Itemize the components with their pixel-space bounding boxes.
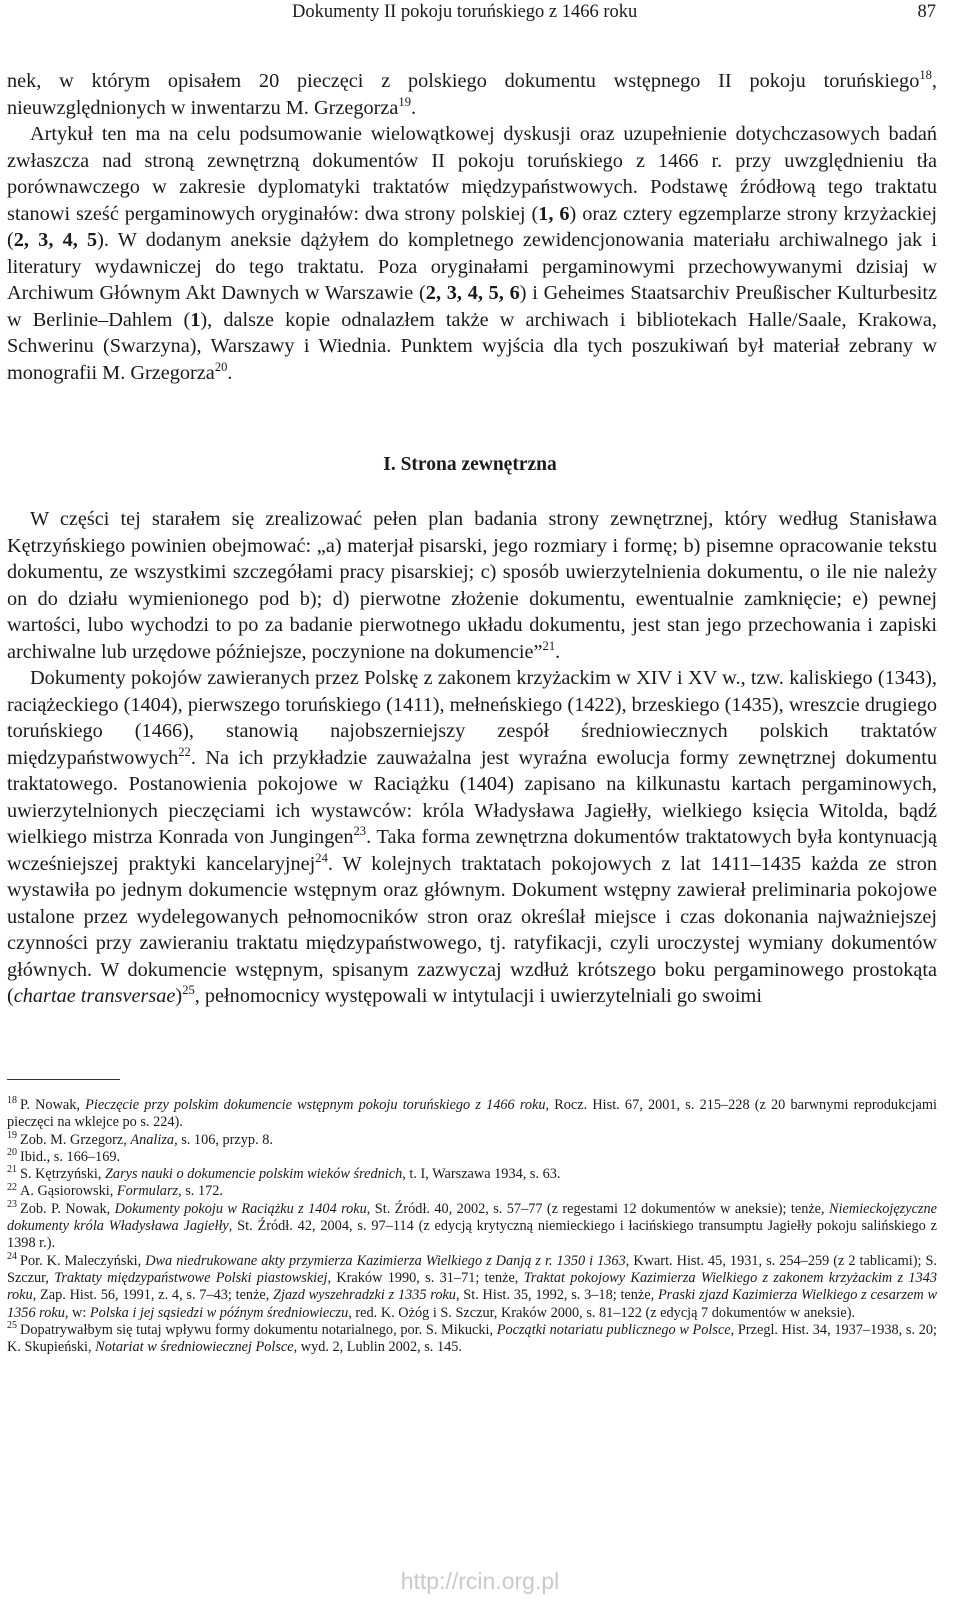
footnote-ref[interactable]: 25 <box>182 983 195 998</box>
section-text <box>7 506 937 1010</box>
footnote: $^{21}$ S. Kętrzyński, Zarys nauki o dokumencie polskim wieków średnich, t. I, Warszawa 1934, s. 63. <box>7 1164 561 1183</box>
footnote-ref[interactable]: 20 <box>214 359 228 374</box>
footnote-ref[interactable]: 23 <box>353 824 367 839</box>
section-heading: I. Strona zewnętrzna <box>383 454 557 475</box>
footnotes <box>7 1097 937 1356</box>
document-ref: 1 <box>190 308 201 331</box>
footnote: $^{25}$ Dopatrywałbym się tutaj wpływu formy dokumentu notarialnego, por. S. Mikucki, Początki notariatu publicznego w Polsce, Przegl. Hist. 34, 1937–1938, s. 20; K. Skupieński, Notariat w średniowiecznej Polsce, wyd. 2, Lublin 2002, s. 145. <box>7 1320 937 1356</box>
footnote-ref[interactable]: 22 <box>178 744 191 759</box>
document-ref: 2, 3, 4, 5 <box>13 229 98 251</box>
footnote: $^{23}$ Zob. P. Nowak, Dokumenty pokoju w Raciążku z 1404 roku, St. Źródł. 40, 2002, s. 57–77 (z regestami 12 dokumentów w aneksie); tenże, Niemieckojęzyczne dokumenty króla Władysława Jagiełły, St. Źródł. 42, 2004, s. 97–114 (z edycją krytyczną niemieckiego i łacińskiego transumptu Jagiełły pokoju salińskiego z 1398 r.). <box>7 1199 937 1252</box>
footnote: $^{24}$ Por. K. Maleczyński, Dwa niedrukowane akty przymierza Kazimierza Wielkiego z Danją z r. 1350 i 1363, Kwart. Hist. 45, 1931, s. 254–259 (z 2 tablicami); S. Szczur, Traktaty międzypaństwowe Polski piastowskiej, Kraków 1990, s. 31–71; tenże, Traktat pokojowy Kazimierza Wielkiego z zakonem krzyżackim z 1343 roku, Zap. Hist. 56, 1991, z. 4, s. 7–43; tenże, Zjazd wyszehradzki z 1335 roku, St. Hist. 35, 1992, s. 3–18; tenże, Praski zjazd Kazimierza Wielkiego z cesarzem w 1356 roku, w: Polska i jej sąsiedzi w późnym średniowieczu, red. K. Ożóg i S. Szczur, Kraków 2000, s. 81–122 (z edycją 7 dokumentów w aneksie). <box>7 1250 938 1321</box>
paragraph: Dokumenty pokojów zawieranych przez Polskę z zakonem krzyżackim w XIV i XV w., tzw. kaliskiego (1343), raciążeckiego (1404), pierwszego toruńskiego (1411), mełneńskiego (1422), brzeskiego (1435), wreszcie drugiego toruńskiego (1466), stanowią najobszerniejszy zespół średniowiecznych polskich traktatów międzypaństwowych$^{22}$. Na ich przykładzie zauważalna jest wyraźna ewolucja formy zewnętrznej dokumentu traktatowego. Postanowienia pokojowe w Raciążku (1404) zapisano na kilkunastu kartach pergaminowych, uwierzytelnionych pieczęciami ich wystawców: króla Władysława Jagiełły, wielkiego księcia Witolda, bądź wielkiego mistrza Konrada von Jungingen$^{23}$. Taka forma zewnętrzna dokumentów traktatowych była kontynuacją wcześniejszej praktyki kancelaryjnej$^{24}$. W kolejnych traktatach pokojowych z lat 1411–1435 każda ze stron wystawiła po jednym dokumencie wstępnym oraz głównym. Dokument wstępny zawierał preliminaria pokojowe ustalone przez wydelegowanych pełnomocników stron oraz określał miejsce i czas dokonania najważniejszej czynności przy zawieraniu traktatu międzypaństwowego, tj. ratyfikacji, czyli uroczystej wymiany dokumentów głównych. W dokumencie wstępnym, spisanym zazwyczaj wzdłuż krótszego boku pergaminowego prostokąta (chartae transversae)$^{25}$, pełnomocnicy występowali w intytulacji i uwierzytelniali go swoimi <box>7 667 938 1007</box>
document-ref: 2, 3, 4, 5, 6 <box>425 282 520 304</box>
watermark-url: http://rcin.org.pl <box>400 1568 560 1594</box>
footnote-ref[interactable]: 18 <box>919 68 932 83</box>
paragraph: nek, w którym opisałem 20 pieczęci z polskiego dokumentu wstępnego II pokoju toruńskiego$^{18}$, nieuwzględnionych w inwentarzu M. Grzegorza$^{19}$. <box>7 68 937 119</box>
document-ref: 1, 6 <box>538 202 570 225</box>
footnote: $^{19}$ Zob. M. Grzegorz, Analiza, s. 106, przyp. 8. <box>7 1129 273 1148</box>
page-number: 87 <box>917 2 936 22</box>
running-title: Dokumenty II pokoju toruńskiego z 1466 roku <box>292 2 638 22</box>
paragraph: W części tej starałem się zrealizować pełen plan badania strony zewnętrznej, który według Stanisława Kętrzyńskiego powinien obejmować: „a) materjał pisarski, jego rozmiary i formę; b) pisemne opracowanie tekstu dokumentu, ze wszystkimi szczegółami pracy pisarskiej; c) sposób uwierzytelnienia dokumentu, o ile nie należy on do działu wymienionego pod b); d) pierwotne złożenie dokumentu, ewentualnie zamknięcie; e) pewnej wartości, lubo wychodzi to po za badanie pierwotnego układu dokumentu, jest stan jego przechowania i zapiski archiwalne lub urzędowe późniejsze, poczynione na dokumencie”$^{21}$. <box>7 508 937 663</box>
footnote: $^{20}$ Ibid., s. 166–169. <box>7 1147 121 1165</box>
paragraph: Artykuł ten ma na celu podsumowanie wielowątkowej dyskusji oraz uzupełnienie dotychczasowych badań zwłaszcza nad stroną zewnętrzną dokumentów II pokoju toruńskiego z 1466 r. przy uwzględnieniu tła porównawczego w zakresie dyplomatyki traktatów międzypaństwowych. Podstawę źródłową tego traktatu stanowi sześć pergaminowych oryginałów: dwa strony polskiej (1, 6) oraz cztery egzemplarze strony krzyżackiej (2, 3, 4, 5). W dodanym aneksie dążyłem do kompletnego zewidencjonowania materiału archiwalnego jak i literatury wydawniczej do tego traktatu. Poza oryginałami pergaminowymi przechowywanymi dzisiaj w Archiwum Głównym Akt Dawnych w Warszawie (2, 3, 4, 5, 6) i Geheimes Staatsarchiv Preußischer Kulturbesitz w Berlinie–Dahlem (1), dalsze kopie odnalazłem także w archiwach i bibliotekach Halle/Saale, Krakowa, Schwerinu (Swarzyna), Warszawy i Wiednia. Punktem wyjścia dla tych poszukiwań był materiał zebrany w monografii M. Grzegorza$^{20}$. <box>7 123 938 384</box>
footnote: $^{18}$ P. Nowak, Pieczęcie przy polskim dokumencie wstępnym pokoju toruńskiego z 1466 roku, Rocz. Hist. 67, 2001, s. 215–228 (z 20 barwnymi reprodukcjami pieczęci na wklejce po s. 224). <box>7 1095 937 1131</box>
intro-text <box>7 68 937 386</box>
footnote-ref[interactable]: 21 <box>542 638 556 653</box>
running-header <box>0 2 960 24</box>
footnote-divider <box>7 1079 120 1080</box>
footnote-ref[interactable]: 19 <box>398 94 411 109</box>
latin-term: chartae transversae <box>13 985 176 1007</box>
footnote: $^{22}$ A. Gąsiorowski, Formularz, s. 172. <box>7 1181 223 1200</box>
footnote-ref[interactable]: 24 <box>315 850 328 865</box>
